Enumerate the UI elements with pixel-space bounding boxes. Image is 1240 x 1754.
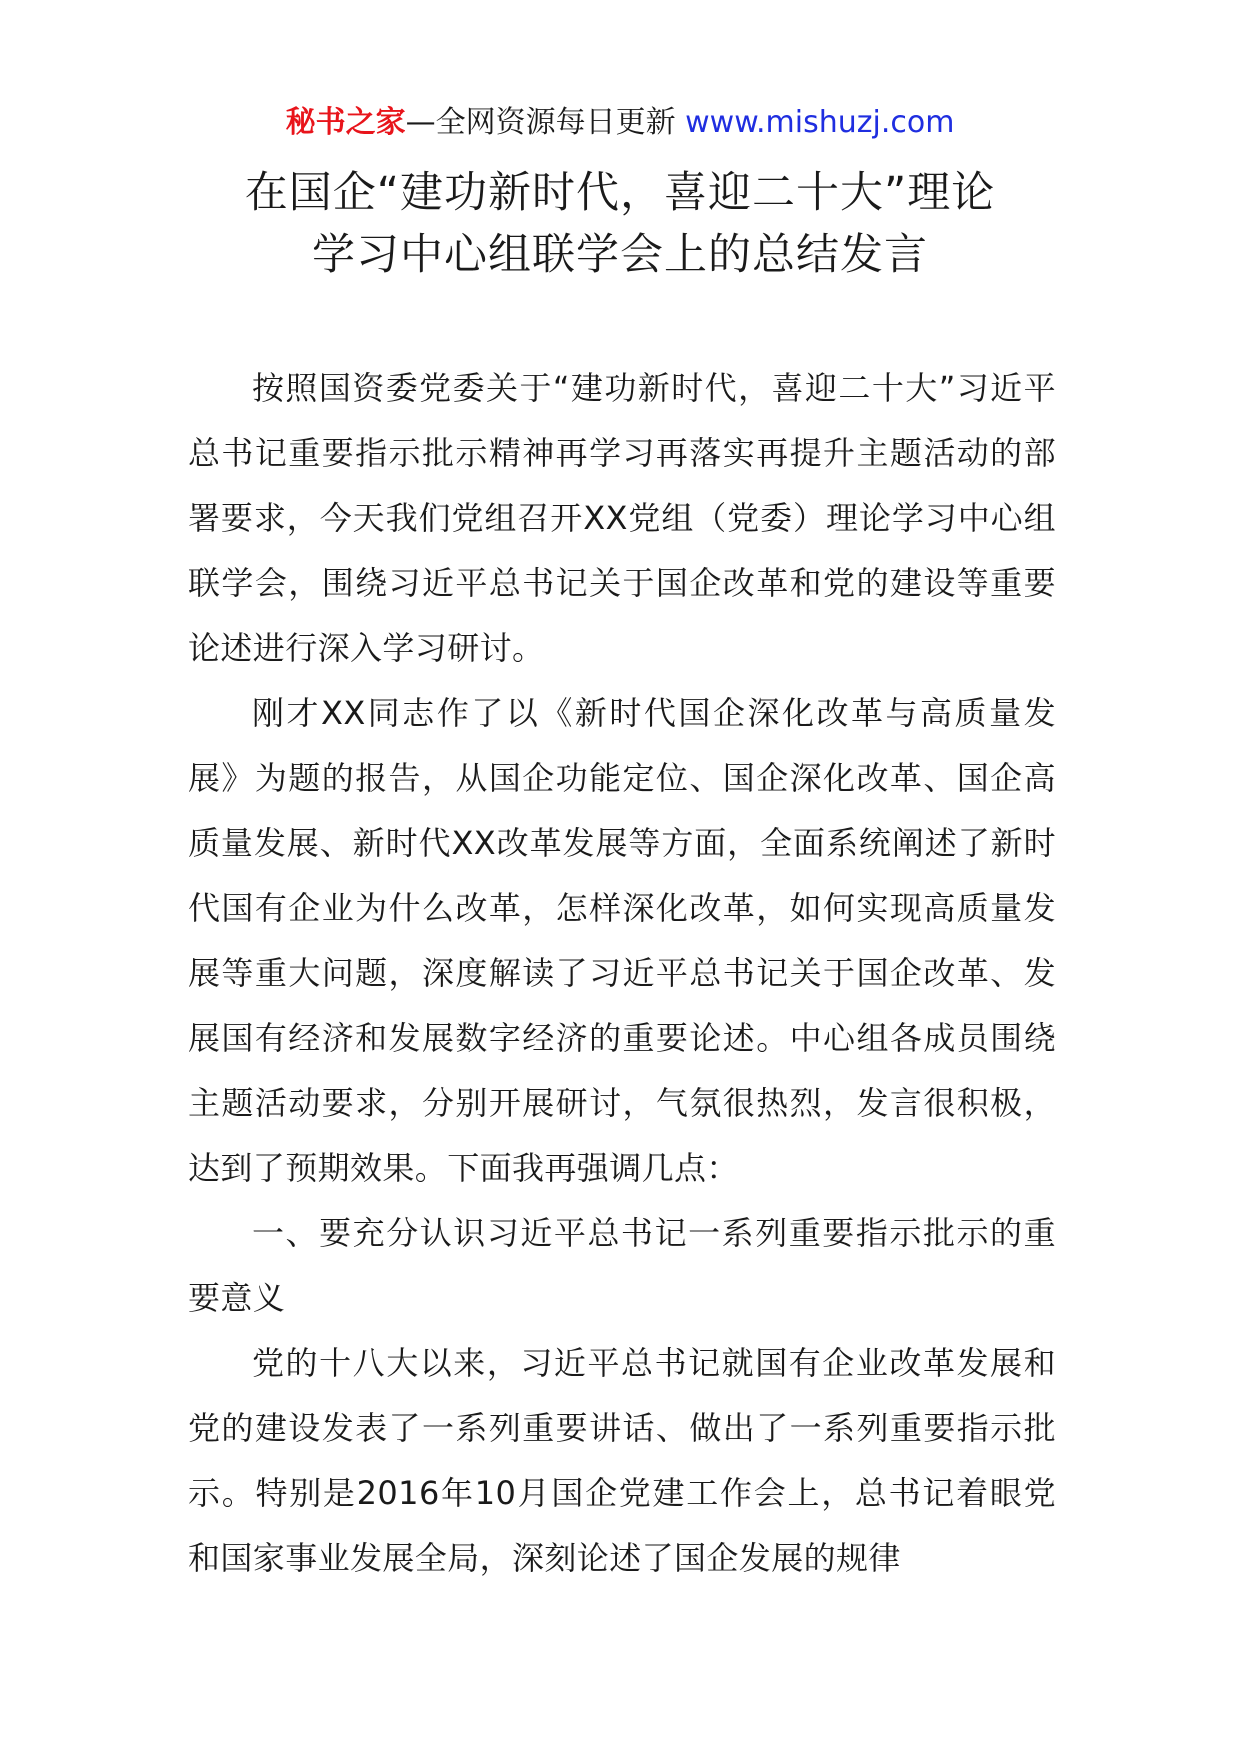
section-heading-1: 一、要充分认识习近平总书记一系列重要指示批示的重要意义	[188, 1214, 1056, 1317]
document-title	[150, 162, 1090, 286]
paragraph-section-1: 党的十八大以来，习近平总书记就国有企业改革发展和党的建设发表了一系列重要讲话、做出了一系列重要指示批示。特别是2016年10月国企党建工作会上，总书记着眼党和国家事业发展全局，深刻论述了国企发展的规律	[188, 1344, 1056, 1577]
document-title-line-1: 在国企“建功新时代，喜迎二十大”理论	[244, 168, 996, 218]
header-slogan: —全网资源每日更新	[405, 105, 686, 140]
paragraph-intro: 按照国资委党委关于“建功新时代，喜迎二十大”习近平总书记重要指示批示精神再学习再落实再提升主题活动的部署要求，今天我们党组召开XX党组（党委）理论学习中心组联学会，围绕习近平总书记关于国企改革和党的建设等重要论述进行深入学习研讨。	[188, 369, 1056, 667]
paragraph-report-summary: 刚才XX同志作了以《新时代国企深化改革与高质量发展》为题的报告，从国企功能定位、国企深化改革、国企高质量发展、新时代XX改革发展等方面，全面系统阐述了新时代国有企业为什么改革，怎样深化改革，如何实现高质量发展等重大问题，深度解读了习近平总书记关于国企改革、发展国有经济和发展数字经济的重要论述。中心组各成员围绕主题活动要求，分别开展研讨，气氛很热烈，发言很积极，达到了预期效果。下面我再强调几点：	[188, 694, 1056, 1187]
document-body	[188, 356, 1056, 1591]
site-header	[0, 101, 1240, 145]
site-url-link[interactable]: www.mishuzj.com	[685, 105, 955, 140]
document-title-line-2: 学习中心组联学会上的总结发言	[312, 230, 928, 280]
brand-name: 秘书之家	[285, 105, 406, 140]
